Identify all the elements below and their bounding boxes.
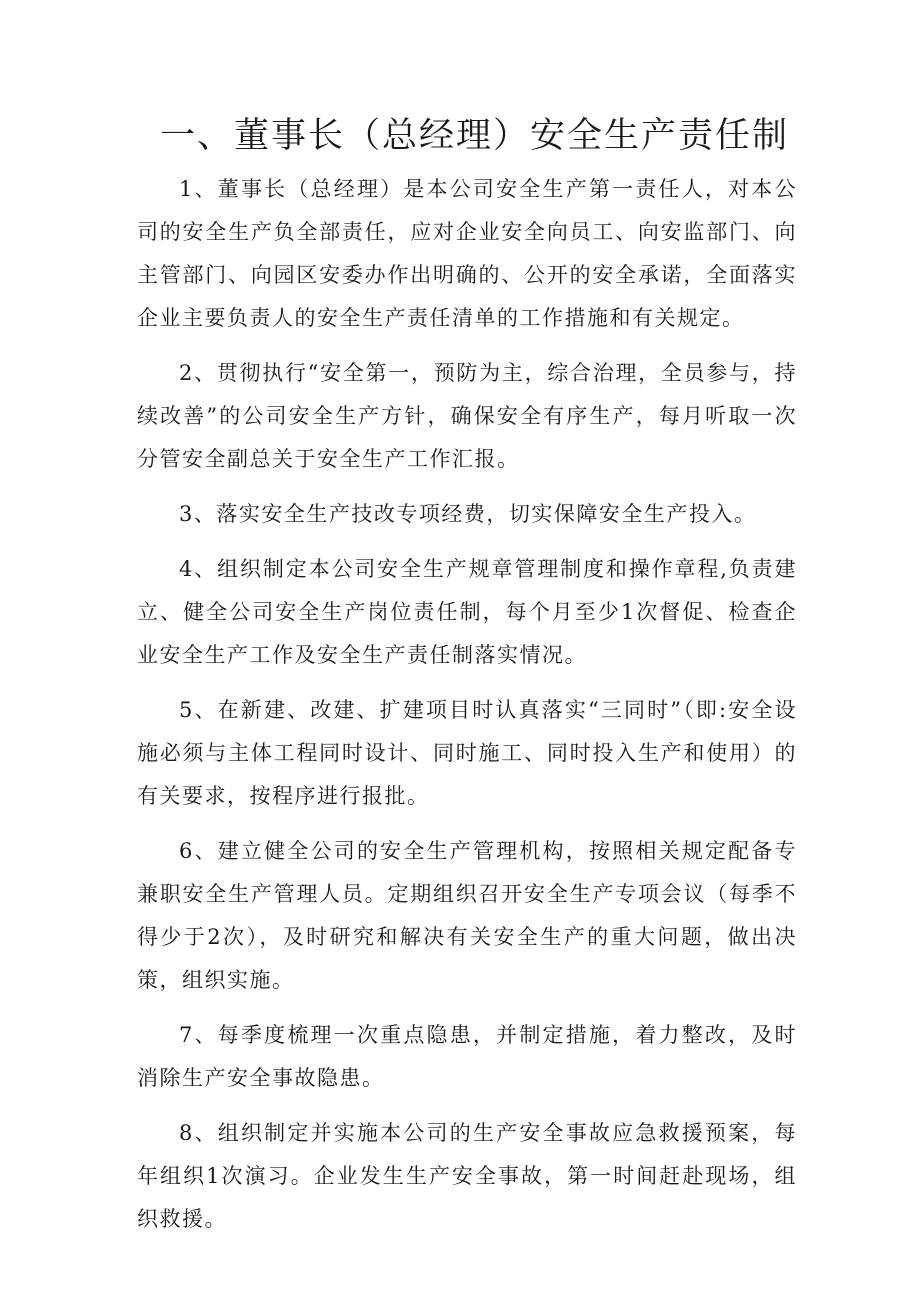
document-body xyxy=(137,168,797,1253)
paragraph-8: 8、组织制定并实施本公司的生产安全事故应急救援预案，每年组织1次演习。企业发生生产安全事故，第一时间赶赴现场，组织救援。 xyxy=(137,1121,797,1231)
paragraph-6: 6、建立健全公司的安全生产管理机构，按照相关规定配备专兼职安全生产管理人员。定期组织召开安全生产专项会议（每季不得少于2次），及时研究和解决有关安全生产的重大问题，做出决策，组织实施。 xyxy=(137,839,797,992)
paragraph-3: 3、落实安全生产技改专项经费，切实保障安全生产投入。 xyxy=(179,502,757,526)
paragraph-7: 7、每季度梳理一次重点隐患，并制定措施，着力整改，及时消除生产安全事故隐患。 xyxy=(137,1023,797,1090)
paragraph-4: 4、组织制定本公司安全生产规章管理制度和操作章程,负责建立、健全公司安全生产岗位责任制，每个月至少1次督促、检查企业安全生产工作及安全生产责任制落实情况。 xyxy=(137,557,797,667)
paragraph-1: 1、董事长（总经理）是本公司安全生产第一责任人，对本公司的安全生产负全部责任，应对企业安全向员工、向安监部门、向主管部门、向园区安委办作出明确的、公开的安全承诺，全面落实企业主要负责人的安全生产责任清单的工作措施和有关规定。 xyxy=(137,177,797,330)
paragraph-2: 2、贯彻执行“安全第一，预防为主，综合治理，全员参与，持续改善”的公司安全生产方针，确保安全有序生产，每月听取一次分管安全副总关于安全生产工作汇报。 xyxy=(137,361,797,471)
document-title: 一、董事长（总经理）安全生产责任制 xyxy=(160,116,790,156)
paragraph-5: 5、在新建、改建、扩建项目时认真落实“三同时”（即:安全设施必须与主体工程同时设计、同时施工、同时投入生产和使用）的有关要求，按程序进行报批。 xyxy=(137,698,797,808)
